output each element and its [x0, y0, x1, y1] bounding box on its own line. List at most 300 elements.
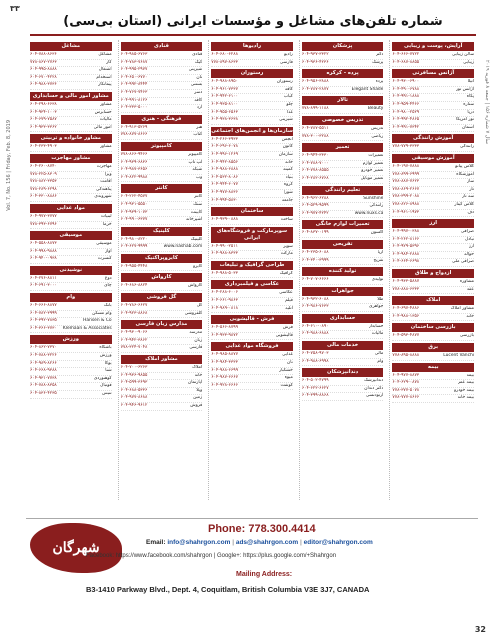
business-phone[interactable]: ۷۷۸-۸۸۷-۷۶۲۳	[392, 179, 420, 185]
business-name: شهروندی	[94, 194, 112, 200]
business-phone[interactable]: ۷۷۸-۳۲۴-۷۰۴۸	[120, 345, 148, 351]
business-name: دوغ	[104, 275, 112, 281]
business-phone[interactable]: ۷۷۸-۸۹۹-۱۱۸۸	[301, 106, 329, 112]
directory-entry	[121, 82, 203, 90]
social-links[interactable]: Facebook: https://www.facebook.com/shahrgon | Google+: https://plus.google.com/+Shahrgon	[86, 553, 337, 559]
business-phone[interactable]: ۶۰۴-۶۹۷-۴۸۸۶	[392, 306, 420, 312]
business-phone[interactable]: ۶۰۴-۹۸۵-۶۷۶۳	[120, 52, 148, 57]
business-phone[interactable]: ۶۰۴-۹۹۲-۸۴۴۴	[120, 82, 148, 88]
category-header: وام	[30, 293, 112, 302]
directory-entry	[302, 359, 384, 367]
business-name: دریا	[467, 109, 474, 115]
business-phone[interactable]: ۶۰۴-۷۶۷-۷۴۶۳	[120, 89, 148, 95]
business-phone[interactable]: ۶۰۴-۳۴۰-۳۹۹۹	[301, 257, 329, 263]
directory-entry	[302, 87, 384, 95]
business-name: آتیلا	[467, 79, 474, 85]
business-phone[interactable]: ۶۰۴-۷۷۸-۸۵۵۵	[301, 168, 329, 174]
business-name: کیک	[194, 59, 203, 65]
business-phone[interactable]: ۷۷۸-۳۹۳-۶۷۹۶	[30, 221, 57, 227]
business-name: تدریس	[370, 125, 384, 131]
directory-entry	[211, 60, 293, 68]
business-name: نان	[287, 360, 293, 366]
business-phone[interactable]: ۷۷۸-۸۹۷-۸۶۳۳	[211, 59, 238, 65]
business-phone[interactable]: ۶۰۴-۶۵۰-۶۷۷۰	[120, 74, 148, 80]
directory-entry	[30, 75, 112, 83]
business-name: کافه	[284, 86, 293, 92]
directory-entry	[121, 244, 203, 252]
mailing-title: Mailing Address:	[236, 571, 293, 578]
business-phone[interactable]: ۶۰۴-۵۶۶-۸۷۹۹	[211, 325, 238, 331]
business-name: کلاس پیانو	[455, 163, 474, 169]
business-phone[interactable]: ۶۰۴-۹۷۷-۸۶۸۸	[120, 395, 148, 401]
business-phone[interactable]: ۶۰۴-۱۹۷-۷۸۸۸	[392, 163, 420, 169]
category-header: طراحی گرافیک و تبلیغات	[211, 261, 293, 270]
business-phone[interactable]: ۶۰۴-۹۸۷-۶۶۶۷	[211, 375, 238, 381]
business-phone[interactable]: ۶۰۴-۹۴۴-۳۳۳۰	[301, 153, 329, 159]
business-phone[interactable]: ۷۷۸-۸۶۹-۲۶۶۷	[392, 186, 420, 192]
business-phone[interactable]: ۶۰۴-۶۷۰-۴۲۲۸	[30, 74, 57, 80]
business-phone[interactable]: ۷۷۸-۸۹۵-۸۸۸۸	[392, 353, 420, 359]
business-name: آریا	[377, 249, 384, 255]
directory-entry	[211, 217, 293, 225]
business-phone[interactable]: ۶۰۴-۹۴۲-۶۱۰۰	[211, 94, 238, 100]
business-phone[interactable]: ۶۰۴-۶۱۰-۰۸۹۰	[301, 323, 329, 329]
email-separator: |	[232, 539, 235, 546]
business-phone[interactable]: ۶۰۴-۹۹۵-۸۸۸۸	[30, 67, 57, 73]
business-name: فیلم	[285, 298, 293, 304]
business-name: سالن زیبایی	[452, 52, 474, 57]
email-editor-link[interactable]: editor@shahrgon.com	[303, 539, 373, 546]
directory-entry	[30, 164, 112, 172]
directory-entry	[392, 388, 474, 396]
business-phone[interactable]: ۶۰۴-۹۳۹-۱۰۷۳	[120, 209, 148, 215]
business-name: کنسرت	[97, 256, 112, 262]
business-phone[interactable]: ۶۰۴-۲۳۵-۶۰۸۸	[301, 249, 329, 255]
business-phone[interactable]: ۶۰۴-۹۹۸-۹۸۸۸	[30, 248, 57, 254]
business-phone[interactable]: ۶۰۴-۷۸۳-۷۶۸۷	[120, 59, 148, 65]
business-phone[interactable]: ۶۰۴-۹۳۳-۵۸۸۷	[392, 279, 420, 285]
business-phone[interactable]: ۶۰۴-۹۳۳-۳۳۶۲	[30, 124, 57, 130]
business-phone[interactable]: ۶۰۴-۹۶۱-۱۹۷۳	[392, 209, 420, 215]
directory-entry	[30, 353, 112, 361]
business-phone[interactable]: ۶۰۴-۹۹۰-۲۵۱۱	[211, 243, 238, 249]
directory-entry	[121, 373, 203, 381]
directory-entry	[30, 326, 112, 334]
business-phone[interactable]: ۷۷۸-۲۲۵-۸۳۰۹	[30, 171, 57, 177]
business-phone[interactable]: ۶۰۴-۹۸۸-۶۹۹۸	[301, 358, 329, 364]
directory-entry	[121, 125, 203, 133]
directory-entry	[302, 203, 384, 211]
business-phone[interactable]: ۶۰۴-۷۸۸-۸۶۳۶	[30, 52, 57, 57]
business-name: شیرینی	[279, 117, 293, 123]
business-phone[interactable]: ۶۰۴-۶۶۴-۶۶۹۸	[392, 259, 420, 265]
business-phone[interactable]: ۷۷۸-۳۰۰-۳۲۸۸	[301, 133, 329, 139]
directory-entry	[121, 152, 203, 160]
business-phone[interactable]: ۶۰۴-۴۹۰-۶۷۸۸	[392, 86, 420, 92]
business-phone[interactable]: ۶۰۴-۹۹۶-۱۲۶۹	[211, 151, 238, 157]
business-name: کایرو	[193, 263, 203, 269]
directory-entry	[392, 60, 474, 68]
business-phone[interactable]: ۶۰۴-۷۰۰-۶۲۶۳	[120, 365, 148, 371]
business-name: Sunshine	[363, 195, 384, 201]
business-phone[interactable]: ۶۰۴-۶۲۹-۰۸۷۸	[392, 380, 420, 386]
directory-entry	[121, 167, 203, 175]
business-phone[interactable]: ۶۰۴-۹۴۲-۸۵۵۶	[211, 159, 238, 165]
directory-entry	[302, 297, 384, 305]
business-phone[interactable]: ۶۰۴-۹۳۹-۰۸۸۸	[211, 217, 238, 223]
business-phone[interactable]: ۶۰۴-۹۲۳-۸۸۶۸	[120, 310, 148, 316]
business-phone[interactable]: ۷۷۸-۸۸۲-۳۳۵۳	[30, 179, 57, 185]
category-header: موسیقی	[30, 231, 112, 240]
business-phone[interactable]: ۶۰۴-۸۶۲-۷۳۷۰	[30, 345, 57, 351]
business-name: صرافی ملی	[452, 259, 474, 265]
category-header: دندانپزشکان	[302, 368, 384, 377]
email-ads-link[interactable]: ads@shahrgon.com	[235, 539, 299, 546]
business-phone[interactable]: ۶۰۴-۹۳۱-۵۵۵۰	[120, 201, 148, 207]
business-phone[interactable]: ۶۰۴-۹۴۰-۰۹۳۸	[30, 256, 57, 262]
directory-entry	[392, 179, 474, 187]
business-phone[interactable]: ۶۰۴-۲۳۳-۴۹۰۳	[30, 144, 57, 150]
business-name: ارز	[468, 244, 474, 250]
business-phone[interactable]: ۶۰۴-۳۳۳-۵۰۰۰	[120, 105, 148, 111]
directory-entry	[30, 283, 112, 291]
business-phone[interactable]: ۶۰۴-۹۹۲-۴۸۶۵	[392, 117, 420, 123]
directory-column	[208, 40, 295, 500]
business-phone[interactable]: ۶۰۴-۸۳۶-۴۲۳۵	[30, 391, 57, 396]
business-phone[interactable]: ۶۰۴-۹۹۱-۱۸۸۸	[392, 94, 420, 100]
business-phone[interactable]: ۶۰۴-۲۶۰-۸۷۴۰	[30, 163, 57, 169]
business-name: حسابرس	[94, 109, 112, 115]
business-phone[interactable]: ۶۰۴-۳۹۲-۷۸۳۵	[30, 318, 57, 324]
business-name: چای	[104, 283, 112, 289]
business-phone[interactable]: ۶۰۴-۹۵۶-۳۸۸۸	[301, 79, 329, 85]
business-phone[interactable]: ۶۰۴-۷۸۷-۲۸۷۷	[301, 86, 329, 92]
issue-info-left: Vol. 7, No. 156 | Friday, Feb. 8, 2019	[6, 120, 12, 211]
directory-entry	[211, 271, 293, 279]
business-name: انجمن	[281, 136, 293, 142]
directory-entry	[211, 152, 293, 160]
directory-entry	[211, 87, 293, 95]
business-phone[interactable]: ۶۰۴-۷۵۸-۹۷۰۳	[301, 351, 329, 357]
business-phone[interactable]: ۶۰۴-۹۸۴-۳۳۳۳	[211, 360, 238, 366]
business-phone[interactable]: ۶۰۴-۶۷۹-۷۵۸۷	[30, 117, 57, 123]
directory-entry	[121, 388, 203, 396]
business-phone[interactable]: ۶۰۴-۹۳۷-۳۳۲۲	[301, 52, 329, 57]
business-phone[interactable]: ۶۰۴-۹۸۰-۸۲۲۰	[120, 236, 148, 242]
business-phone[interactable]: ۶۰۴-۹۸۸-۱۳۵۶	[392, 313, 420, 319]
directory-entry	[392, 210, 474, 218]
business-phone[interactable]: ۶۰۴-۵۲۹-۹۵۹۹	[301, 203, 329, 209]
category-header: خدمات مالی	[302, 341, 384, 350]
directory-entry	[392, 125, 474, 133]
business-phone[interactable]: ۶۰۴-۹۳۴-۱۰۰۳	[30, 109, 57, 115]
business-phone[interactable]: ۶۰۴-۶۶۶-۷۷۲۲	[392, 52, 420, 57]
business-phone[interactable]: ۶۰۴-۶۶۱-۹۸۶۳	[211, 298, 238, 304]
business-phone[interactable]: ۶۰۴-۵۹۹-۳۶۹۳	[120, 380, 148, 386]
category-header: مدارس زبان فارسی	[121, 320, 203, 329]
business-phone[interactable]: ۷۷۸-۸۶۶-۹۴۶۶	[120, 151, 148, 157]
business-phone[interactable]: ۷۷۸-۸۶۷-۲۷۶۳	[30, 59, 57, 65]
directory-entry	[211, 244, 293, 252]
business-phone[interactable]: ۶۰۴-۵۳۲-۸۰۸۶	[211, 174, 238, 180]
business-phone[interactable]: ۶۰۴-۶۸۰-۶۲۸۸	[211, 52, 238, 57]
business-phone[interactable]: ۶۰۴-۲۹۸-۶۶۳۸	[30, 101, 57, 107]
business-phone[interactable]: ۶۰۴-۹۲۹-۵۳۹۶	[392, 244, 420, 250]
business-phone[interactable]: ۶۰۴-۹۳۱-۷۷۳۸	[30, 375, 57, 381]
business-name: ویزا	[104, 171, 112, 177]
business-phone[interactable]: ۶۰۴-۹۳۸-۳۶۳۸	[211, 117, 238, 123]
directory-entry	[211, 306, 293, 314]
business-phone[interactable]: ۶۰۴-۹۵۵-۶۵۶۳	[211, 109, 238, 115]
business-phone[interactable]: ۶۰۴-۹۲۸-۶۶۶۶	[211, 382, 238, 388]
business-phone[interactable]: ۶۰۴-۵۰۲-۴۷۹۹	[301, 378, 329, 384]
business-phone[interactable]: ۶۰۴-۹۵۵-۴۴۴۸	[120, 263, 148, 269]
directory-entry	[121, 98, 203, 106]
business-phone[interactable]: ۶۰۴-۸۲۲-۹۹۸۸	[120, 174, 148, 180]
business-phone[interactable]: ۶۰۴-۷۰۷-۶۶۶۶	[301, 277, 329, 283]
business-phone[interactable]: ۶۰۴-۹۳۶-۴۲۳۶	[301, 59, 329, 65]
business-phone[interactable]: ۷۷۸-۸۹۹-۶۹۹۹	[392, 171, 420, 177]
directory-entry	[392, 252, 474, 260]
business-phone[interactable]: ۶۰۴-۶۶۸-۹۳۸۸	[30, 368, 57, 374]
page-number-bottom: 32	[474, 625, 486, 634]
directory-entry	[30, 256, 112, 264]
business-name: مشاوره	[459, 279, 474, 285]
business-phone[interactable]: ۶۰۴-۹۳۲-۶۰۸۸	[301, 296, 329, 302]
business-phone[interactable]: ۶۰۴-۹۴۶-۹۶۱۲	[120, 403, 148, 408]
business-phone[interactable]: ۶۰۴-۶۲۲-۶۶۲۷	[301, 385, 329, 391]
business-name: گلفروشی	[184, 310, 203, 316]
directory-entry	[211, 360, 293, 368]
business-name: ساخت	[280, 217, 293, 223]
directory-entry	[121, 90, 203, 98]
business-phone[interactable]: ۶۰۴-۹۵۹-۴۴۶۶	[392, 101, 420, 107]
business-phone[interactable]: ۶۰۴-۹۴۲-۳۸۶۲	[120, 337, 148, 343]
business-phone[interactable]: ۶۰۴-۶۲۷-۹۹۹۹	[120, 244, 148, 250]
business-phone[interactable]: ۶۰۴-۹۸۸-۶۸۸۸	[211, 167, 238, 173]
business-name: www.nashab.com	[163, 244, 203, 250]
category-header: برق	[392, 343, 474, 352]
directory-entry	[302, 230, 384, 238]
directory-entry	[302, 351, 384, 359]
business-phone[interactable]: ۷۷۸-۸۷۷-۸۶۶۶	[120, 132, 148, 138]
business-name: گروه	[283, 182, 293, 188]
business-phone[interactable]: ۶۰۴-۹۸۸-۶۸۸۸	[301, 331, 329, 337]
business-name: گوشت	[280, 382, 293, 388]
business-phone[interactable]: ۶۰۴-۹۶۲-۶۲۸۸	[301, 195, 329, 201]
business-name: زبان	[194, 337, 203, 343]
directory-entry	[121, 380, 203, 388]
business-phone[interactable]: ۶۰۴-۹۳۹-۶۸۳۶	[120, 159, 148, 165]
business-phone[interactable]: ۶۰۴-۹۳۳-۹۸۷۲	[211, 332, 238, 338]
business-name: تعمیر لوازم	[362, 160, 384, 166]
business-phone[interactable]: ۶۰۴-۲۶۶-۳۹۳۳	[211, 136, 238, 142]
directory-entry	[302, 60, 384, 68]
business-phone[interactable]: ۶۰۴-۹۸۸-۶۶۹۹	[211, 367, 238, 373]
business-name: تور آمریکا	[456, 117, 474, 123]
directory-entry	[30, 187, 112, 195]
business-phone[interactable]: ۶۰۴-۹۳۶-۹۸۵۵	[120, 372, 148, 378]
directory-entry	[121, 75, 203, 83]
business-phone[interactable]: ۶۰۴-۶۹۱-۳۰۰۰	[30, 283, 57, 289]
business-name: لپ تاپ	[188, 159, 203, 165]
directory-entry	[302, 386, 384, 394]
business-phone[interactable]: ۶۰۴-۹۹۱-۷۳۴۲	[392, 124, 420, 130]
business-phone[interactable]: ۶۰۴-۲۶۲-۸۱۶۶	[392, 236, 420, 242]
category-header: نوشیدنی	[30, 266, 112, 275]
directory-entry	[211, 137, 293, 145]
business-name: دسر	[194, 89, 203, 95]
business-name: تعمیر موبایل	[360, 175, 384, 181]
directory-entry	[392, 94, 474, 102]
business-name: قنادی	[192, 52, 203, 57]
business-phone[interactable]: ۶۰۴-۹۸۸-۸۳۳۳	[211, 251, 238, 257]
business-phone[interactable]: ۶۰۴-۲۷۶-۸۸۱۱	[30, 275, 57, 281]
business-name: وام مسکن	[92, 310, 112, 316]
business-name: سه تار	[461, 194, 474, 200]
business-phone[interactable]: ۶۰۴-۹۸۴-۲۸۸۸	[392, 251, 420, 257]
business-phone[interactable]: ۶۰۴-۹۸۹-۰۸۱۸	[211, 305, 238, 311]
business-phone[interactable]: ۶۰۴-۹۷۷-۳۷۷۷	[30, 213, 57, 219]
business-phone[interactable]: ۶۰۴-۹۴۴-۶۰۷۷	[211, 182, 238, 188]
business-name: دکتر	[375, 52, 384, 57]
business-phone[interactable]: ۶۰۴-۹۹۴-۵۸۳۰	[211, 197, 238, 203]
directory-entry	[121, 264, 203, 272]
business-phone[interactable]: ۶۰۴-۹۹۰-۶۳۷۷	[120, 217, 148, 223]
directory-entry	[121, 217, 203, 225]
business-phone[interactable]: ۷۷۸-۲۸۹-۶۲۹۸	[30, 186, 57, 192]
business-name: امور مالی	[93, 124, 112, 130]
business-phone[interactable]: ۶۰۴-۹۷۷-۸۸۳۶	[211, 189, 238, 195]
business-phone[interactable]: ۶۰۴-۷۸۷-۵۵۱۱	[301, 125, 329, 131]
business-name: سوپر	[283, 243, 293, 249]
business-name: دکتر دندان	[364, 385, 384, 391]
category-header: پرده - کرکره	[302, 69, 384, 78]
business-phone[interactable]: ۶۰۴-۷۸۲-۳۹۹۹	[30, 310, 57, 316]
business-phone[interactable]: ۶۰۴-۹۸۷-۳۶۵۶	[120, 167, 148, 173]
business-phone[interactable]: ۶۰۴-۲۶۲-۴۵۷۷	[120, 194, 148, 200]
business-phone[interactable]: ۶۰۴-۵۵۸-۸۸۷۳	[30, 241, 57, 247]
directory-entry	[302, 378, 384, 386]
business-phone[interactable]: ۶۰۴-۹۹۷-۰۳۸۸	[392, 229, 420, 235]
business-phone[interactable]: ۶۰۴-۳۹۹-۸۸۶۸	[301, 393, 329, 399]
business-name: آواز	[104, 248, 112, 254]
business-phone[interactable]: ۶۰۴-۹۸۶-۷۶۳۳	[301, 304, 329, 310]
directory-entry	[30, 241, 112, 249]
business-phone[interactable]: ۶۰۴-۹۳۰-۹۰۶۶	[120, 330, 148, 336]
business-phone[interactable]: ۶۰۴-۳۳۰-۸۸۸۶	[30, 194, 57, 200]
directory-entry	[392, 373, 474, 381]
business-name: www.nuxs.ca	[354, 210, 384, 216]
business-phone[interactable]: ۶۰۴-۹۸۹-۸۲۶۶	[30, 360, 57, 366]
business-phone[interactable]: ۶۰۴-۶۸۶-۸۸۲۴	[120, 283, 148, 289]
business-name: تولیدی	[371, 277, 384, 283]
business-phone[interactable]: ۶۰۴-۸۳۷-۰۱۹۹	[301, 230, 329, 236]
business-phone[interactable]: ۷۷۸-۸۸۸-۶۳۳۳	[392, 286, 420, 292]
business-name: دف	[467, 209, 474, 215]
business-phone[interactable]: ۶۰۴-۶۶۶-۸۸۷۷	[30, 303, 57, 309]
directory-entry	[121, 194, 203, 202]
page-number-top: ۳۳	[10, 4, 20, 13]
directory-entry	[30, 110, 112, 118]
business-phone[interactable]: ۶۰۴-۷۸۸-۳۲۲۶	[30, 353, 57, 359]
business-phone[interactable]: ۶۰۴-۷۸۸-۷۰۰۰	[301, 160, 329, 166]
business-phone[interactable]: ۶۰۴-۹۶۱-۷۳۳۷	[211, 86, 238, 92]
business-phone[interactable]: ۶۰۴-۲۸۸-۶۰۰۶	[211, 290, 238, 296]
business-phone[interactable]: ۶۰۴-۲۸۲-۶۷۶۸	[301, 175, 329, 181]
business-phone[interactable]: ۷۷۸-۷۷۹-۳۳۳۳	[392, 144, 420, 150]
business-phone[interactable]: ۶۰۴-۹۹۵-۲۹۷۷	[120, 67, 148, 73]
page-title: شماره تلفن‌های مشاغل و مؤسسات ایرانی (استان بی‌سی)	[63, 13, 443, 29]
business-phone[interactable]: ۶۰۴-۹۸۵-۸۸۷۷	[211, 352, 238, 358]
directory-entry	[302, 304, 384, 312]
business-name: کتاب	[193, 132, 203, 138]
business-phone[interactable]: ۶۰۴-۶۹۶-۶۰۷۸	[211, 144, 238, 150]
business-phone[interactable]: ۶۰۴-۹۸۰-۲۵۲۹	[392, 109, 420, 115]
business-name: خرما	[102, 221, 112, 227]
business-name: کامپیوتر	[187, 151, 203, 157]
business-phone[interactable]: ۶۰۴-۹۸۸-۵۰۳۳	[211, 270, 238, 276]
directory-entry	[30, 361, 112, 369]
directory-entry	[392, 79, 474, 87]
business-phone[interactable]: ۶۰۴-۷۸۸-۸۳۵۸	[30, 383, 57, 389]
business-phone[interactable]: ۶۰۴-۹۷۷-۸۸۷۳	[392, 372, 420, 378]
business-phone[interactable]: ۶۰۴-۹۸۸-۳۷۳۶	[30, 82, 57, 88]
directory-entry	[392, 314, 474, 322]
directory-entry	[211, 175, 293, 183]
directory-column	[389, 40, 476, 500]
business-phone[interactable]: ۷۷۸-۷۷۷-۸۶۶۶	[392, 395, 420, 401]
business-phone[interactable]: ۶۰۴-۹۹۱-۸۱۲۶	[120, 97, 148, 103]
business-phone[interactable]: ۶۰۴-۳۶۶-۳۷۳۰	[30, 325, 57, 331]
business-phone[interactable]: ۷۷۸-۳۹۹-۲۰۸۸	[392, 194, 420, 200]
business-phone[interactable]: ۶۰۴-۵۹۳-۴۸۷۷	[392, 333, 420, 339]
business-name: ستاره	[463, 101, 474, 107]
directory-entry	[302, 134, 384, 142]
business-name: غذایی	[282, 352, 293, 358]
business-name: کارواش	[187, 283, 203, 289]
directory-entry	[211, 290, 293, 298]
business-phone[interactable]: ۶۰۴-۹۳۰-۶۹۰۰	[392, 79, 420, 85]
category-header: مواد غذایی	[30, 204, 112, 213]
category-header: بیمه	[392, 363, 474, 372]
business-name: آکسون	[370, 230, 384, 236]
business-phone[interactable]: ۶۰۴-۷۸۶-۶۶۲۷	[120, 303, 148, 309]
directory-column	[28, 40, 114, 500]
business-phone[interactable]: ۶۰۴-۹۷۷-۴۲۴۲	[301, 210, 329, 216]
business-phone[interactable]: ۶۰۴-۹۳۵-۸۱۰۰	[211, 101, 238, 107]
business-phone[interactable]: ۷۷۸-۳۷۷-۵۰۷۸	[392, 387, 420, 393]
business-phone[interactable]: ۶۰۴-۹۱۳-۵۲۶۹	[120, 124, 148, 130]
business-phone[interactable]: ۶۰۴-۶۸۸-۵۳۳۶	[120, 387, 148, 393]
business-name: وب	[195, 174, 203, 180]
directory-entry	[30, 383, 112, 391]
business-name: Elegant Shade	[351, 86, 384, 92]
business-phone[interactable]: ۷۷۸-۸۲۶-۸۹۸۸	[392, 201, 420, 207]
business-name: صرافی	[460, 229, 474, 235]
business-name: ورزش	[99, 353, 112, 359]
email-info-link[interactable]: info@shahrgon.com	[167, 539, 231, 546]
category-header: آموزش موسیقی	[392, 154, 474, 163]
business-name: خانه	[194, 372, 203, 378]
directory-entry	[392, 333, 474, 341]
category-header: کلینیک	[121, 227, 203, 236]
business-phone[interactable]: ۶۰۴-۶۸۷-۸۸۵۵	[392, 59, 420, 65]
directory-entry	[302, 168, 384, 176]
business-phone[interactable]: ۶۰۴-۹۸۸-۸۹۵۰	[211, 79, 238, 85]
directory-entry	[121, 202, 203, 210]
directory-entry	[121, 403, 203, 411]
